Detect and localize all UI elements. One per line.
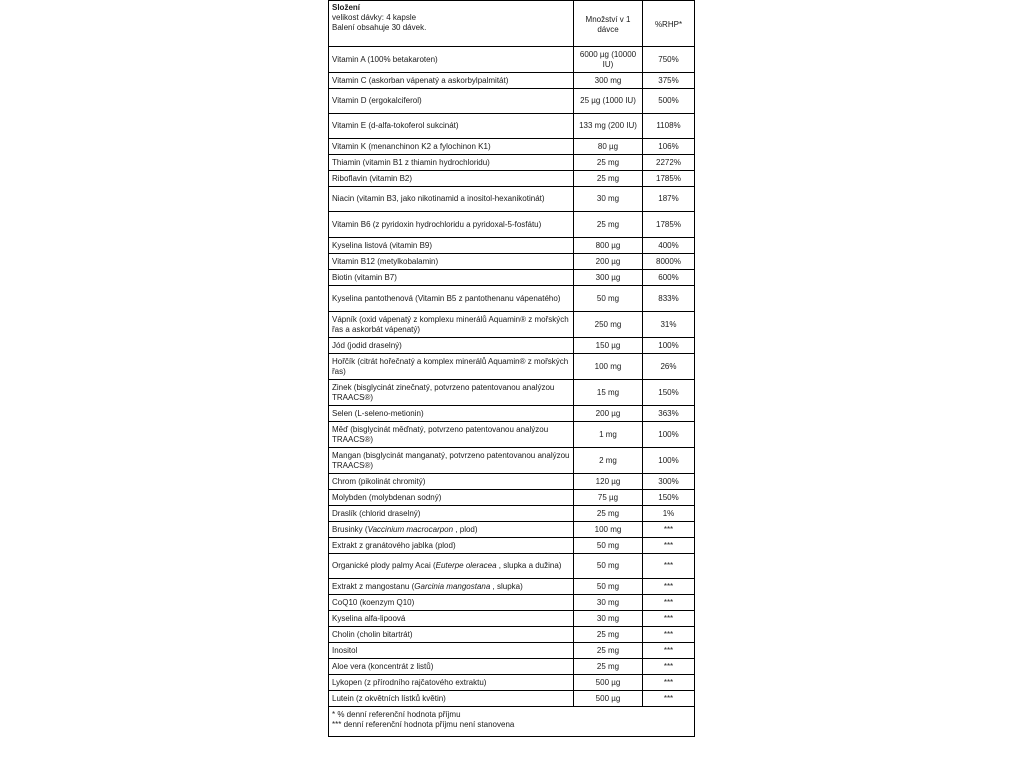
ingredient-rhp: *** [643, 522, 695, 538]
table-row [329, 627, 695, 643]
table-row [329, 579, 695, 595]
ingredient-amount: 6000 µg (10000 IU) [574, 47, 643, 73]
ingredient-name-prefix: Brusinky ( [332, 524, 368, 534]
ingredient-name: Niacin (vitamin B3, jako nikotinamid a inositol-hexanikotinát) [329, 187, 574, 212]
ingredient-rhp: 100% [643, 448, 695, 474]
ingredient-name: Jód (jodid draselný) [329, 338, 574, 354]
ingredient-name: Vitamin D (ergokalciferol) [329, 89, 574, 114]
ingredient-rhp: *** [643, 691, 695, 707]
ingredient-rhp: 26% [643, 354, 695, 380]
ingredient-rhp: 500% [643, 89, 695, 114]
ingredient-name: Lykopen (z přírodního rajčatového extraktu) [329, 675, 574, 691]
ingredient-amount: 150 µg [574, 338, 643, 354]
ingredient-amount: 800 µg [574, 238, 643, 254]
ingredient-latin-name: Euterpe oleracea [435, 561, 497, 570]
ingredient-latin-name: Vaccinium macrocarpon [367, 524, 454, 534]
ingredient-rhp: 2272% [643, 155, 695, 171]
ingredient-amount: 2 mg [574, 448, 643, 474]
ingredient-name: Měď (bisglycinát měďnatý, potvrzeno patentovanou analýzou TRAACS®) [329, 422, 574, 448]
ingredient-rhp: 1% [643, 506, 695, 522]
table-header-row [329, 1, 695, 47]
amount-column-header: Množství v 1 dávce [574, 1, 643, 47]
ingredient-rhp: 31% [643, 312, 695, 338]
ingredient-amount: 25 µg (1000 IU) [574, 89, 643, 114]
ingredient-amount: 200 µg [574, 406, 643, 422]
ingredient-name-suffix: , plod) [453, 524, 478, 534]
header-info-cell [329, 1, 574, 47]
ingredient-rhp: *** [643, 675, 695, 691]
ingredient-name [329, 554, 574, 579]
table-row [329, 538, 695, 554]
ingredient-name: Vitamin C (askorban vápenatý a askorbylpalmitát) [329, 73, 574, 89]
ingredient-amount: 133 mg (200 IU) [574, 114, 643, 139]
ingredient-rhp: *** [643, 595, 695, 611]
ingredient-amount: 50 mg [574, 286, 643, 312]
table-row [329, 354, 695, 380]
table-row [329, 448, 695, 474]
table-row [329, 691, 695, 707]
table-row [329, 474, 695, 490]
ingredient-name: Vitamin A (100% betakaroten) [329, 47, 574, 73]
table-row [329, 554, 695, 579]
ingredient-name: Vitamin E (d-alfa-tokoferol sukcinát) [329, 114, 574, 139]
ingredient-name: Riboflavin (vitamin B2) [329, 171, 574, 187]
ingredient-name: Thiamin (vitamin B1 z thiamin hydrochloridu) [329, 155, 574, 171]
ingredient-name: Vitamin K (menanchinon K2 a fylochinon K1) [329, 139, 574, 155]
rhp-column-header: %RHP* [643, 1, 695, 47]
ingredient-amount: 500 µg [574, 691, 643, 707]
table-row [329, 595, 695, 611]
ingredient-rhp: 300% [643, 474, 695, 490]
ingredient-name: Aloe vera (koncentrát z listů) [329, 659, 574, 675]
ingredient-rhp: 400% [643, 238, 695, 254]
ingredient-latin-name: Garcinia mangostana [414, 581, 491, 591]
table-row [329, 212, 695, 238]
ingredient-name: Biotin (vitamin B7) [329, 270, 574, 286]
table-row [329, 422, 695, 448]
ingredient-amount: 15 mg [574, 380, 643, 406]
ingredient-amount: 250 mg [574, 312, 643, 338]
table-row [329, 675, 695, 691]
ingredient-name: Draslík (chlorid draselný) [329, 506, 574, 522]
ingredient-rhp: 750% [643, 47, 695, 73]
footnote-no-reference: *** denní referenční hodnota příjmu není stanovena [332, 720, 515, 729]
table-row [329, 380, 695, 406]
table-row [329, 406, 695, 422]
ingredient-name: Inositol [329, 643, 574, 659]
ingredient-amount: 30 mg [574, 611, 643, 627]
ingredient-name: Selen (L-seleno-metionin) [329, 406, 574, 422]
ingredient-amount: 500 µg [574, 675, 643, 691]
table-row [329, 490, 695, 506]
ingredient-name [329, 522, 574, 538]
ingredient-rhp: 8000% [643, 254, 695, 270]
ingredient-amount: 50 mg [574, 538, 643, 554]
servings-per-pack: Balení obsahuje 30 dávek. [332, 23, 427, 32]
table-row [329, 171, 695, 187]
ingredient-name: Cholin (cholin bitartrát) [329, 627, 574, 643]
ingredient-name: CoQ10 (koenzym Q10) [329, 595, 574, 611]
ingredient-name-suffix: , slupka a dužina) [496, 561, 562, 570]
table-row [329, 286, 695, 312]
table-row [329, 73, 695, 89]
table-title: Složení [332, 3, 361, 12]
footnote-row [329, 707, 695, 737]
footnote-rhp: * % denní referenční hodnota příjmu [332, 710, 461, 719]
ingredient-name: Hořčík (citrát hořečnatý a komplex minerálů Aquamin® z mořských řas) [329, 354, 574, 380]
ingredient-name: Lutein (z okvětních lístků květin) [329, 691, 574, 707]
ingredient-rhp: 106% [643, 139, 695, 155]
ingredient-name [329, 579, 574, 595]
serving-size: velikost dávky: 4 kapsle [332, 13, 417, 22]
ingredient-rhp: 1785% [643, 171, 695, 187]
ingredient-rhp: 1108% [643, 114, 695, 139]
ingredient-rhp: 600% [643, 270, 695, 286]
table-row [329, 139, 695, 155]
ingredient-name-prefix: Organické plody palmy Acai ( [332, 561, 436, 570]
table-row [329, 522, 695, 538]
ingredient-amount: 200 µg [574, 254, 643, 270]
ingredient-name: Kyselina alfa-lipoová [329, 611, 574, 627]
ingredient-rhp: 100% [643, 338, 695, 354]
ingredient-rhp: *** [643, 554, 695, 579]
table-row [329, 312, 695, 338]
table-row [329, 89, 695, 114]
ingredient-name: Kyselina pantothenová (Vitamin B5 z pantothenanu vápenatého) [329, 286, 574, 312]
ingredient-name: Extrakt z granátového jablka (plod) [329, 538, 574, 554]
table-row [329, 270, 695, 286]
table-row [329, 506, 695, 522]
ingredient-name: Vitamin B12 (metylkobalamin) [329, 254, 574, 270]
ingredient-amount: 300 mg [574, 73, 643, 89]
ingredient-name: Vápník (oxid vápenatý z komplexu minerálů Aquamin® z mořských řas a askorbát vápenatý) [329, 312, 574, 338]
ingredient-amount: 25 mg [574, 506, 643, 522]
ingredient-rhp: 363% [643, 406, 695, 422]
ingredient-rhp: *** [643, 579, 695, 595]
ingredient-amount: 50 mg [574, 579, 643, 595]
table-row [329, 187, 695, 212]
ingredient-name: Zinek (bisglycinát zinečnatý, potvrzeno patentovanou analýzou TRAACS®) [329, 380, 574, 406]
ingredient-amount: 30 mg [574, 595, 643, 611]
table-row [329, 254, 695, 270]
ingredient-name-suffix: , slupka) [490, 581, 523, 591]
ingredient-rhp: 150% [643, 380, 695, 406]
ingredient-amount: 25 mg [574, 627, 643, 643]
ingredient-rhp: 150% [643, 490, 695, 506]
ingredient-name: Vitamin B6 (z pyridoxin hydrochloridu a pyridoxal-5-fosfátu) [329, 212, 574, 238]
ingredient-rhp: 1785% [643, 212, 695, 238]
table-row [329, 47, 695, 73]
ingredient-amount: 75 µg [574, 490, 643, 506]
ingredient-rhp: *** [643, 627, 695, 643]
table-row [329, 643, 695, 659]
ingredient-amount: 300 µg [574, 270, 643, 286]
ingredient-rhp: *** [643, 611, 695, 627]
ingredient-rhp: *** [643, 659, 695, 675]
table-row [329, 659, 695, 675]
ingredient-amount: 25 mg [574, 155, 643, 171]
table-row [329, 238, 695, 254]
ingredient-name: Kyselina listová (vitamin B9) [329, 238, 574, 254]
ingredient-amount: 30 mg [574, 187, 643, 212]
ingredient-amount: 100 mg [574, 354, 643, 380]
ingredient-amount: 25 mg [574, 659, 643, 675]
table-row [329, 611, 695, 627]
table-row [329, 338, 695, 354]
ingredient-rhp: *** [643, 643, 695, 659]
ingredient-amount: 120 µg [574, 474, 643, 490]
ingredient-rhp: 833% [643, 286, 695, 312]
ingredient-name: Mangan (bisglycinát manganatý, potvrzeno patentovanou analýzou TRAACS®) [329, 448, 574, 474]
ingredient-amount: 100 mg [574, 522, 643, 538]
ingredient-rhp: 187% [643, 187, 695, 212]
ingredient-amount: 25 mg [574, 643, 643, 659]
ingredient-rhp: 375% [643, 73, 695, 89]
ingredient-rhp: 100% [643, 422, 695, 448]
ingredient-amount: 1 mg [574, 422, 643, 448]
ingredient-amount: 50 mg [574, 554, 643, 579]
ingredient-amount: 25 mg [574, 171, 643, 187]
ingredient-amount: 80 µg [574, 139, 643, 155]
ingredient-name: Molybden (molybdenan sodný) [329, 490, 574, 506]
ingredient-rhp: *** [643, 538, 695, 554]
table-row [329, 155, 695, 171]
ingredient-name: Chrom (pikolinát chromitý) [329, 474, 574, 490]
table-row [329, 114, 695, 139]
ingredient-name-prefix: Extrakt z mangostanu ( [332, 581, 415, 591]
ingredient-amount: 25 mg [574, 212, 643, 238]
footnotes [329, 707, 695, 737]
composition-table [328, 0, 695, 737]
